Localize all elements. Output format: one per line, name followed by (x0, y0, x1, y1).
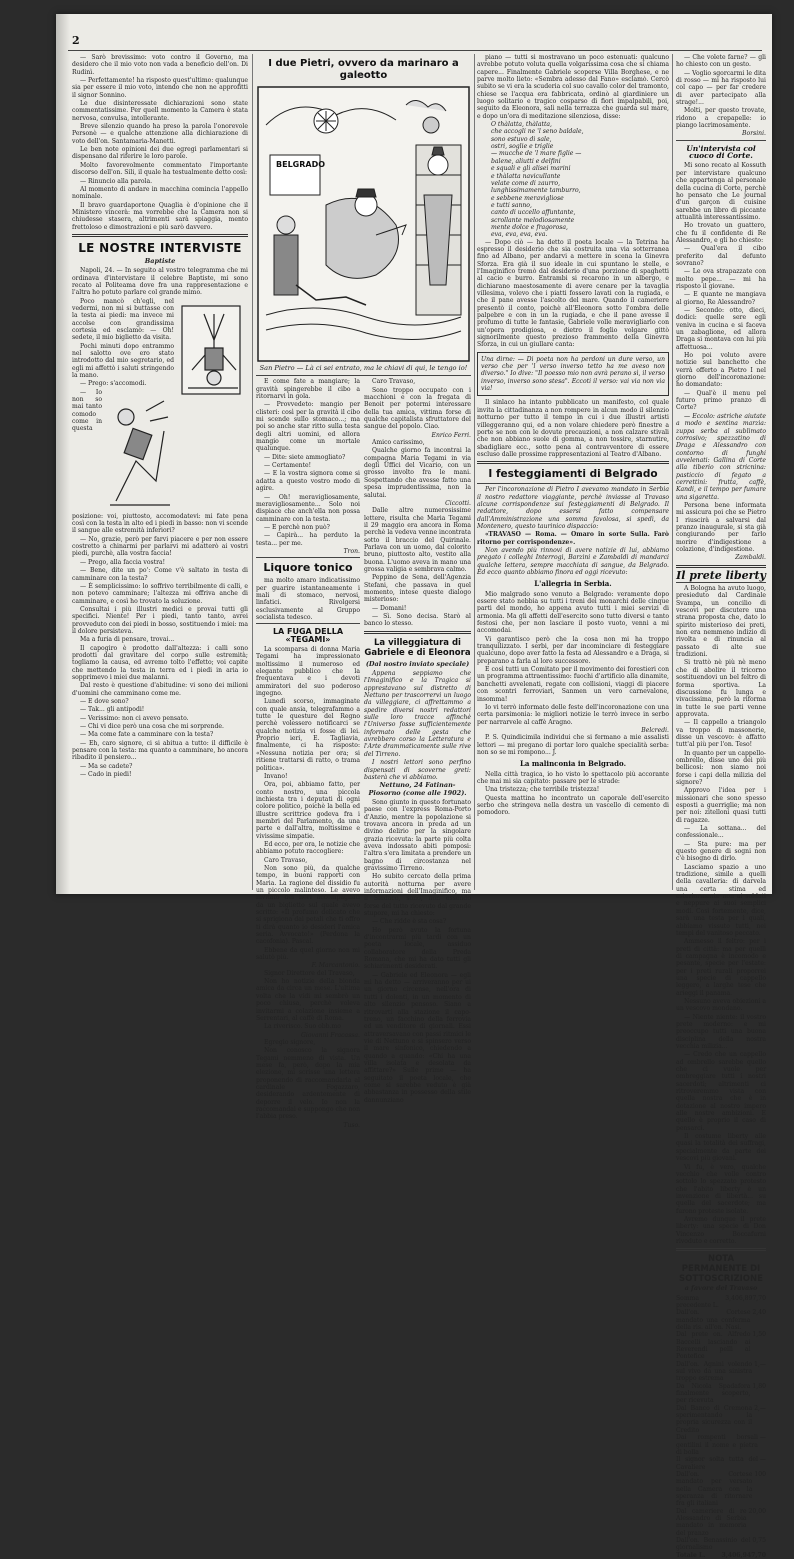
nota-item (676, 1456, 766, 1471)
nota-item (676, 1331, 766, 1360)
paragraph: Poco mancò ch'egli, nel vedermi, non mi si buttasse con la testa ai piedi: ma invece mi accolse con grandissima cortesia ed esclamò: — Oh! sedete, il mio biglietto da visita. (72, 297, 174, 342)
paragraph: Napoli, 24. — In seguito al vostro telegramma che mi ordinava d'intervistare il celebre Baptiste, mi sono recato al Politeama dove fra una rappresentazione e l'altra ho potuto parlare col grande mimo. (72, 267, 248, 297)
paragraph: — Verissimo: non ci avevo pensato. (80, 714, 189, 722)
paragraph: — Niente niente: il vostro prete moderno: e mi preoccupo tutti una buona disciplina della nostra vecchia milizia... (676, 1013, 766, 1050)
paragraph: — La sottana... del confessionale... (676, 825, 766, 840)
paragraph: Qualche giorno fa incontrai la compagna Maria Tegami in via degli Uffici del Vicario, con un grosso involto fra le mani. Sospettando che avesse fatto una spesa imprudentissima, non la salutai. (364, 447, 471, 499)
paragraph: — Cado in piedi! (80, 771, 132, 779)
paragraph: Vi fu, è vero, qualche vecchio che volle contro sottolo lo spezzato protesto che l'abito liberty è un invenzione di libertà... su quella del sacerdote; ma furono proteste isolate. (676, 1163, 766, 1215)
nota-item-amount: 1,50 (752, 1331, 766, 1339)
section-divider (256, 557, 360, 558)
paragraph: Appena seppiamo che l'Imaginifico e la Tragica si apprestavano sul distretto di Nettuno per trascorrervi un luogo da villeggiare, ci affrettammo a spedire diversi nostri redattori sulle loro tracce affinchè l'Universo fosse sufficientemente informato delle gesta che avrebbero corso la Letteratura e l'Arte drammaticamente sulle rive del Tirreno. (364, 670, 471, 758)
page-number: 2 (72, 34, 80, 47)
belgrado-heading: I festeggiamenti di Belgrado (488, 468, 658, 481)
paragraph: — Tak... gli antipodi! (80, 706, 145, 714)
nota-heading: NOTA PERMANENTE DI SOTTOSCRIZIONE (679, 1254, 763, 1285)
paragraph: Egregio signore, (264, 1038, 316, 1046)
nota-item-amount: 20,00 (748, 1507, 766, 1515)
subcolumn-left (256, 378, 360, 1129)
upside-down-man-illustration (178, 300, 248, 400)
paragraph: piano — tutti si mostravano un poco estenuati: qualcuno avrebbe potuto voluta quella volgarissima cosa che si chiama capere... Finalmente Gabriele scoperse Villa Borghese, e ne parve molto lieto: «Sembra adesso dal Fano» esclamò. Cercò subito se vi era la scuderia col suo cavallo color del tramonto, chiese se l'acqua era fabbricata, ordinò al giardiniere un luogo solitario e tragico cosparso di fiori impalpabili, poi, seguito da Eleonora, salì nella terrazza che guarda sul mare, e dopo un'ora di meditazione silenziosa, disse: (477, 54, 669, 120)
paragraph: Non avendo più rinnovi di avere notizie di lui, abbiamo pregato i colleghi Interrogi, Barzini e Zambaldi di mandarci qualche lettera, sempre macchiata di sangue, da Belgrado. Ed ecco quanto abbiamo finora ed oggi ricevuto: (477, 546, 669, 576)
paragraph: Ora, poi, abbiamo fatto, per conto nostro, una piccola inchiesta tra i deputati di ogni colore politico, poichè la bella ed illustre scrittrice godeva fra i membri del Parlamento, da una parte e dall'altra, moltissime e vivissime simpatie. (256, 781, 360, 840)
verse-line: mente dolce e fragorosa, (491, 223, 568, 231)
paragraph: — Eh, caro signore, ci si abitua a tutto: il difficile è pensare con la testa: ma quanto a camminare, ho ancora ribadito il pensiero... (72, 739, 248, 762)
signature: Tuso. (343, 1121, 360, 1129)
paragraph: I nostri lettori sono perfino dispensati di scoverne greti: basterà che vi abbiamo. (364, 759, 471, 781)
paragraph: Il sinlaco ha intanto pubblicato un manifesto, col quale invita la cittadinanza a non rompere in alcun modo il silenzio notturno per tutto il tempo in cui i due illustri artisti villeggeranno qui, ed a non volare chiedere però finestre a porte se non con le dovute precauzioni, a non calzare stivali che non abbiano suole di gomma, a non tossire, starnutire, sbadigliare ecc., sotto pena al contravventore di essere escluso dalle prossime rappresentazioni al Teatro d'Albano. (477, 399, 669, 458)
paragraph: Ebbene da quel giorno non mi salutò più. (256, 946, 360, 962)
nota-total (676, 1552, 766, 1559)
verse-line: e sebbene meravigliose (491, 194, 564, 202)
paragraph: Al momento di andare in macchina comincia l'appello nominale. (72, 185, 248, 201)
verse-line: sono estuvo di sale, (491, 135, 552, 143)
paragraph: — E dove sono? (80, 698, 129, 705)
paragraph: Si trattò nè più nè meno che di abolire il tricorno sostituendovi un bel feltro di forma sportiva. La discussione fu lunga e vivacissima, però la riforma in tutte le sue parti venne approvata. (676, 659, 766, 718)
nota-item-amount: 1,— (754, 1360, 766, 1368)
cartoon-sign: BELGRADO (276, 160, 326, 169)
paragraph: — Certamente! (264, 462, 312, 470)
paragraph: Breve silenzio quando ha preso la parola l'onorevole Personè — e qualche attenzione alla dichiarazione di voto dell'on. Santamaria-Manetti. (72, 123, 248, 145)
column-2 (256, 54, 471, 1129)
nota-item-label: Dall'on. Agnini volendo sul vivo da una sinistra troppo estrema (676, 1360, 753, 1383)
nota-item-amount: — (759, 1456, 766, 1464)
nota-total-label: Totale L. (676, 1551, 706, 1559)
prete-heading: Il prete liberty (676, 568, 766, 582)
paragraph: — Sta pure: ma per questo genere di sogni non c'è bisogno di dirlo. (676, 840, 766, 863)
paragraph: A Bologna ha avuto luogo, presieduto dal Cardinale Svampa, un concilio di vescovi per discutere una strana proposta che, dato lo spirito misterioso dei preti, non era nemmeno indizio di rivolta e di rinuncia al passato di alte sue tradizioni. (676, 585, 766, 659)
paragraph: — Ma se cadete? (80, 762, 133, 770)
paragraph: Caro Travaso, (372, 378, 416, 386)
paragraph: — Domani! (372, 604, 407, 612)
paragraph: Una tristezza; che terribile tristezza! (485, 786, 600, 794)
nota-item-amount: 0,75 (752, 1536, 766, 1544)
two-subcolumns (256, 378, 471, 1129)
paragraph: Dal resto è questione d'abitudine: vi sono dei milioni d'uomini che camminano come me. (72, 682, 248, 697)
nota-previous-amount: 3,406,897,70 (725, 1294, 766, 1302)
liquore-heading: Liquore tonico (263, 561, 353, 575)
paragraph: — Dite: siete ammogliato? (264, 453, 346, 461)
nota-item-label: Il signor solta tutta del Cavaliere (676, 1456, 758, 1471)
nota-item-label: Dall'on. Cortese mandato una conferma della ris. all'on. Nasi. (676, 1309, 751, 1331)
paragraph: Amico carissimo, (372, 439, 425, 447)
paragraph: Molti, per questo trovate, ridono a crepapelle: io piango lacrimosamente. (676, 107, 766, 130)
cartoon-caption: San Pietro — Là ci sei entrato, ma le chiavi di qui, le tengo io! (259, 364, 468, 372)
paragraph: Mi sono recato al Kossuth per intervistare qualcuno che appartenga al personale della cucina di Corte, perchè ho pensato che Le journal d'un garçon di cuisine sarebbe un libro di piccante attualità interessantissimo. (676, 162, 766, 221)
nota-item-amount: 2,— (754, 1404, 766, 1412)
signature: Belcredi. (641, 726, 669, 734)
paragraph: — Che volete farne? — gli ho chiesto con un gesto. (676, 54, 766, 69)
verse-line: scrollante melodiosamente (491, 216, 575, 224)
paragraph: Ho poi voluto avere notizie sul banchetto che verrà offerto a Pietro I nel giorno dell'incoronazione: ho domandato: (676, 352, 766, 389)
nota-item (676, 1471, 766, 1508)
paragraph: P. S. Quindicimila individui che si fermano a mie assalisti lettori — mi pregano di portar loro qualche specialità serba: non so se mi rompono... J. (477, 734, 669, 756)
verse-line: — mucche de 'l mare figlie — (491, 150, 582, 158)
column-3 (477, 54, 669, 892)
nota-item-label: Dai rompenti borsali gentilini il nome e pietra di bolla (676, 1434, 758, 1456)
paragraph: — Qual'è il menu pel futuro primo pranzo di Corte? (676, 389, 766, 412)
paragraph: Io vi terrò informato delle feste dell'incoronazione con una certa parsimonia: le migliori notizie le terrò invece in serbo per narrarvele al caffè Aragno. (477, 703, 669, 726)
nota-item-amount: 1,80 (752, 1382, 766, 1390)
verse-line: e thàlatta navicullante (491, 172, 561, 180)
paragraph: — Prego, alla faccia vostra! (80, 558, 166, 566)
paragraph: Vi garantisco però che la cosa non mi ha troppo tranquilizzato. I serbi, per dar incominciare di festeggiare qualcuno, dopo aver fatto la festa ad Alessandro e a Draga, si preparano a farla al loro successore. (477, 635, 669, 665)
paragraph: — Gabriele ed Eleonora — egli mi ha detto — arriveranno per ui un giorno circense, nell'ora di tutti i dolenti, in un momento di alto silenzio pensoso. Siano a ritrovarti alla stazione il capo-treno, un facchino della ferrovia ed un venditore di giornali. Essi attraversavano con passi ritmici le vie di Nettuno e si spinsero verso il mare sinfonico, chiedendo a quando a quando: «Chi ha una villa isolata e desolata da affittare?» Sulle prime — ha seguitato il poeta locale, che come si sarebbe veduto è già abbastanza in possesso della stile dannunziano (364, 971, 471, 1104)
nota-previous-label: Somma precedente L. (676, 1294, 719, 1309)
paragraph: — Chi vi dice però una cosa che mi sorprende. (80, 723, 224, 731)
cartoon-illustration (256, 85, 471, 363)
paragraph: Nessuno aveva obiezioni a un vescovo mondano. (676, 997, 766, 1013)
paragraph: Pochi minuti dopo entrammo nel salotto ove ero stato introdotto dal mio segretario, ed egli mi affettò i saluti stringendo la mano. (72, 342, 174, 380)
verse-line: eva, eva, eva, eva. (491, 231, 548, 239)
paragraph: Molto favorevolmente commentato l'importante discorso dell'on. Sili, il quale ha testualmente detto così: (72, 161, 248, 177)
paragraph: — Capirà... ha perduto la testa... per me. (256, 532, 360, 547)
column-4 (676, 54, 766, 1559)
paragraph: Le due disinteressate dichiarazioni sono state commentatissime. Per quell momento la Camera è stata nervosa, convulsa, intollerante. (72, 100, 248, 122)
paragraph: Caro Travaso, (264, 856, 308, 864)
fuga-heading: LA FUGA DELLA «TEGAMI» (272, 627, 344, 644)
paragraph: La riverisco. Suo obb.mo (264, 1023, 341, 1031)
verse-line: O thàlatta, thàlatta, (491, 121, 552, 129)
paragraph: — No, grazie, però per farvi piacere e per non essere costretto a chinarmi per parlarvi mi adatterò ai vostri piedi, purchè, alla vostra faccia! (72, 535, 248, 558)
section-divider (256, 623, 360, 624)
nota-item-amount: 2,40 (752, 1309, 766, 1317)
nota-item (676, 1434, 766, 1456)
verse-line: balene, aliutti e delfini (491, 157, 561, 165)
signature: Tron. (343, 547, 360, 555)
paragraph: Invano! (264, 772, 288, 780)
signature: Zambaldi. (735, 554, 766, 562)
verse-line: e tutti sanno, (491, 201, 532, 209)
paragraph: Peppino de Sena, dell'Agenzia Stefani, che passava in quel momento, intese queste dialogo misterioso: (364, 574, 471, 604)
nota-item-amount: 100 (754, 1470, 766, 1478)
paragraph: Approvo l'idea per i missionari che sono spesso esposti a guerriglie; ma non per noi: zitelloni quasi tutti di ragazze. (676, 787, 766, 824)
paragraph: Per l'incoronazione di Pietro I avevamo mandato in Serbia il nostro redattore viaggiante, perchè inviasse al Travaso alcune corrispondenze sui festeggiamenti di Belgrado. Il redattore, dopo essersi fatto compensare dall'Amministrazione una somma favolosa, si spedì, da Montenero, questo taurinico dispaccio: (477, 486, 669, 530)
nota-previous-sum (676, 1295, 766, 1310)
verse (477, 121, 669, 239)
paragraph: Ho subito cercato della prima autorità notturna per avere informazioni dell'Imaginifico, ma il Sindaco, sono, non essendo forse del tutto ricevuto dal grande stupore, mi ha chiesto: (364, 873, 471, 918)
verse-line: ostri, soglie e triglie (491, 143, 554, 151)
paragraph: — E quante ne mangiava al giorno, Re Alessandro? (676, 291, 766, 306)
paragraph: Sono giunto in questo fortunato paese con l'express Roma-Porto d'Anzio, mentre la popolazione si trovava ancora in preda ad un divino delirio per la singolare grazia ricevuta: la parte più colta aveva indossato abiti pomposi: l'altra s'era limitata a prendere un bagno di circostanza nel gravissimo Tirreno. (364, 798, 471, 872)
paragraph: — E perchè non può? (264, 523, 330, 531)
paragraph: ma molto amaro indicatissimo per guarire istantaneamente i mali di stomaco, nervosi, linfatici. Rivolgersi esclusivamente al Gruppo socialista tedesco. (256, 577, 360, 621)
malinconia-heading: La malinconia in Belgrado. (519, 759, 627, 769)
cartoon-title: I due Pietri, ovvero da marinaro a galeotto (268, 58, 459, 81)
nota-item (676, 1361, 766, 1383)
paragraph: — Oh! meravigliosamente, meravigliosamente... Solo noi dispiace che anch'ella non possa camminare con la testa. (256, 493, 360, 523)
signature: Ciccotti. (445, 499, 471, 507)
nota-item (676, 1405, 766, 1434)
paragraph: — Ma come fate a camminare con la testa? (80, 731, 214, 739)
paragraph: Lunedì scorso, immaginate con quale ansia, telegrafammo a tutte le questure del Regno perchè volessero notificarci se qualche notizia vi fosse di lei. Proprio ieri, E. Tagliavia, finalmente, ci ha risposto: «Nessuna notizia per ora; si ritiene trattarsi di ratto, o trama politica». (256, 698, 360, 772)
section-divider (676, 565, 766, 568)
paragraph: Sono troppo occupato con i macchioni e con la fregata di Benoit per potermi interessare della tua amica, vittima forse di qualche capitalista sfruttatore del sangue del popolo. Ciao. (364, 386, 471, 431)
nota-item (676, 1508, 766, 1537)
paragraph: Lasciamo spazio a uno tradizione, simile a quelli della cavalleria: di darvela una certa stima ed esteriormente non ai soldati e neppure ai suoi semplici modi. Così fortemente, dice, sarà una testa per i quali, abbiamo vissuto tutti, nei tempi del vanitoso peccato. (676, 863, 766, 937)
villeggiatura-heading: La villeggiatura di Gabriele e di Eleonora (364, 637, 471, 658)
paragraph: — Le ova strapazzate con molto pepe... — mi ha risposto il giovane. (676, 268, 766, 290)
signature: Borsini. (742, 130, 766, 138)
paragraph: — Credo che un cappello ad ombrello sarebbe quello che ci vuole per ombreggiare tutti i nostri sacerdoti; altrimenti ci ritroveremmo vista con quella nostra che è in dotazione al nostro impero alle nostre ambizioni. E quello è proprio il caso di pensarci. (676, 1051, 766, 1132)
paragraph: — Secondo: otto, dieci, dodici: quelle sere egli veniva in cucina e si faceva un zabaglione, ed allora Draga si montava con lui più affettuosa... (676, 307, 766, 351)
nota-item (676, 1537, 766, 1552)
section-divider (364, 631, 471, 634)
interviste-heading: LE NOSTRE INTERVISTE (78, 240, 242, 255)
verse-line: che accogli ne 'l seno baldale, (491, 128, 584, 136)
verse-line: canto di uccello affuntante, (491, 209, 576, 217)
paragraph: — Qual'era il cibo preferito dal defunto sovrano? (676, 245, 766, 267)
paragraph: — Il cappello a triangolo va troppo di massonerie, disse un vescovo: è affatto tutt'al più per l'on. Teso! (676, 719, 766, 749)
section-divider (477, 483, 669, 484)
verse-line: e squali e gli alisei marini (491, 165, 571, 173)
telegram: «TRAVASO — Roma. — Omaro in sorte Sulla. Farò ritorno per corrispondenze». (477, 531, 669, 546)
paragraph: Nella città tragica, io ho visto lo spettacolo più accorante che mai mi sia capitato: passare per le strade: (477, 770, 669, 785)
paragraph: E come fate a mangiare; la gravità spingerebbe il cibo a ritornarvi in gola. (256, 378, 360, 401)
nota-item-amount: — (759, 1434, 766, 1442)
signature: F. Marcantonio. (311, 962, 360, 970)
page-spine (56, 14, 70, 894)
verse-line: lunghissimamente tamburro, (491, 187, 581, 195)
nota-total-amount: 3,406,947,70 (721, 1551, 766, 1559)
column-rule (252, 54, 253, 890)
paragraph: Consultai i più illustri medici e provai tutti gli specifici. Niente! Per i piedi, tanto tanto, avrei provveduto con dei piedi in bosso, sostituendo i miei: ma il dolore persisteva. (72, 605, 248, 635)
paragraph: — Rinuncio alla parola. (80, 177, 153, 185)
nota-item-label: Dal prete on. Alfredo Baccelli lasciando ai Reverendi pelli al Pontefice (676, 1331, 751, 1361)
section-divider (477, 461, 669, 464)
section-divider (676, 1248, 766, 1251)
nota-item-label: Da Nicola Spadafora finalmente scoperto, per ricevuta (676, 1382, 751, 1405)
paragraph: Non conosco la signora Tegami nemmeno di vista. Un mese fa, però, dopo la mia elezione, mi scrisse una lettera proponendo di raccomandarla al cardinale Fogazzaro, desiderando ardentemente di deporre il velo. Io non la raccomandai e suppongo che non l'abbia preso. (256, 1047, 360, 1121)
paragraph: Non ho notizie della bionda amica da circa un mese. L'ultima volta che la vidi mi sembrò un poco chiusa, perchè voleva invitarmi a colazione insieme a Serrentari, al caffè di Roma. (256, 978, 360, 1022)
dateline: Nettuno, 24 Fatinan-Piosorno (come alle 1902). (368, 781, 467, 797)
nota-item-label: Dall'on. Cortese mandato per versato nella Camera con la speranza di ritornare fra gli italiani (676, 1470, 753, 1508)
paragraph: Avremo dunque il prete liberty: una specie di Don Vincenzo Boccafurni rivoduto e corretto. (676, 1215, 766, 1245)
paragraph: Ammesso il feltro: per i preti di città: ma per quelli di campagna è incomodo e pesante, specie per l'estate: per i preti rurali proporrei una specie di cappello leggero, a larghe tese che arieggi il panama. (676, 938, 766, 997)
paragraph: Ho però avuto la fortuna d'incontrarmi più tardi con un poeta locale, assiduo collaboratore della Preda Romana, che mi ha dato tutti gli schiarimenti desiderati. (364, 926, 471, 971)
section-divider (256, 375, 471, 376)
section-divider (72, 234, 248, 237)
verse-line: velate come di zaurro, (491, 179, 561, 187)
paragraph: — Io non so mai tanto comodo come in questa posizione: voi, piuttosto, accomodatevi: mi fate pena così con la testa in alto ed i piedi in basso: non vi scende il sangue alle estremità inferiori? (72, 388, 248, 535)
allegria-heading: L'allegria in Serbia. (534, 579, 612, 589)
paragraph: — Eccolo: astriche aiutate a modo e sentina marzia: zuppa serba al sublimato corrosivo; spezzatino di Draga e Alessandro con contorno di funghi avvelenati: Gallina di Corte alla tiberio con stricnina: pasticcio di fegato a cerrettini: frutta, caffè, Kandi, e il tempo per fumare una sigaretta. (676, 412, 766, 501)
newspaper-page (56, 14, 772, 1559)
paragraph: Persona bene informata mi assicura poi che se Pietro I riuscirà a salvarsi dal pranzo inaugurale, si sta già congiurando per farlo morire d'indigestione a colazione, d'indigestione. (676, 501, 766, 553)
paragraph: — Perfettamente! ha risposto quest'ultimo: qualunque sia per essere il mio voto, intendo che non ne approfitti il signor Sonnino. (72, 77, 248, 99)
nota-item-label: Dal Banco di Cremona sperimentando la propria sicurezza con il Credito (676, 1404, 753, 1434)
subcolumn-right (364, 378, 471, 1129)
paragraph: E così tutti un Comitato per il movimento dei forestieri con un programma attraentissimo: fuochi d'artificio alla dinamite, banchetti avvelenati, regate con collisioni, viaggi di piacere con scontri ferroviari, Sanmen un vero carnevalone, insomma! (477, 666, 669, 703)
paragraph: Mio malgrado sono venuto a Belgrado: veramente dopo essere stato nebbia su tutti i treni dei monarchi delle cinque parti del mondo, ho appena avuto tutti i miei servizi di armonia. Ma gli affetti dell'esercito sono tutto diversi e tanto festosi che, per non lasciare il posto vuoto, venni a mi accomodai. (477, 590, 669, 635)
paragraph: — Dopo ciò — ha detto il poeta locale — la Tetrina ha espresso il desiderio che sia costruita una via sotterranea fino ad Albano, per andarvi a mettere in scena la Ginevra Sforza. Era già il suo ideale in cui spuntano le stelle, e l'Imaginifico tremò dal desiderio d'una porzione di spaghetti al cacio e burro. Entrambi si recarono in un albergo, e dichiarano maestosamente di avere cenare per la tavaglia villesima, volevo che i piatti fossero lavati con la rugiada, e che il pane avesse l'ascolto del mare. Quando il cameriere presentò il conto, poichè all'Eleonora sotto l'ombra delle palpebre e con in un la rugiada, e che il pane avesse il profumo di tutte le fantasie, Gabriele volle meravigliarlo con un'opera prodigiosa, e dietro il foglio volgare gittò signorilmente questo prezioso frammento della Ginevra Sforza, in cui un giullare canta: (477, 238, 669, 349)
paragraph: Ho trovato un guattero, che fu il confidente di Re Alessandro, e gli ho chiesto: (676, 222, 766, 244)
column-1 (72, 54, 248, 892)
section-divider (676, 140, 766, 141)
paragraph: Ed ecco, per ora, le notizie che abbiamo potuto raccogliere: (256, 840, 360, 856)
paragraph: — E la vostra signora come si adatta a questo vostro modo di agire. (256, 470, 360, 493)
nota-item-label: Dall'on. Benassinio del giornalismo (676, 1536, 751, 1552)
paragraph: Questa mattina ho incontrato un caporale dell'esercito serbo che stringeva nella destra un vascello di cemento di pomodoro. (477, 794, 669, 817)
signature: Enrico Ferri. (431, 431, 471, 439)
paragraph: — Sarò brevissimo: voto contro il Governo, ma desidero che il mio voto non vada a beneficio dell'on. Di Rudinì. (72, 54, 248, 76)
nota-list (676, 1309, 766, 1551)
villeggiatura-subtitle: (Dal nostro inviato speciale) (365, 659, 470, 668)
cuoco-heading: Un'intervista col cuoco di Corte. (686, 143, 756, 161)
tumbling-man-illustration (106, 391, 174, 511)
paragraph: In quanto per un cappello-ombrello, disse uno dei più bellicosi: non siamo noi forse i capi della milizia del signore? (676, 749, 766, 786)
nota-item (676, 1383, 766, 1405)
paragraph: Signor Direttore del Travaso, (264, 969, 355, 977)
quoted-fragment-box: Una dirne: — Di poeta non ha perdoni un dure verso, un verso che per 'l verso inverso tetto ha me aveso non diverso." Io dive: "Il poesso mio non avrà perano sì, il verso inverso, inverso sono stesa". Eccoti il verso: vai via non via via! (477, 352, 669, 397)
interviste-subtitle: Baptiste (144, 256, 176, 265)
signature: Giovanni Fracassa. (301, 1031, 360, 1039)
paragraph: — È semplicissimo: lo soffrivo terribilmente di calli, e non potevo camminare; l'altezza mi offriva anche di camminare, e così ho trovato la soluzione. (72, 582, 248, 605)
paragraph: La scomparsa di donna Maria Tegami ha impressionato moltissimo il numeroso ed elegante pubblico che la frequentava e i devoti ammiratori del suo poderoso ingegno. (256, 646, 360, 698)
paragraph: — Prego: s'accomodi. (80, 380, 147, 388)
paragraph: Il capogiro è prodotto dall'altezza: i calli sono prodotti dal gravitare del corpo sulle estremità; togliamo la causa, ed avremo tolto l'effetto; voi capite che mettendo la testa in terra ed i piedi in aria io sopprimevo i miei due malanni. (72, 644, 248, 681)
nota-subtitle: a favore del Travaso (684, 1284, 758, 1293)
column-rule (672, 54, 673, 890)
paragraph: — Bene, dite un po': Come v'è saltato in testa di camminare con la testa? (72, 567, 248, 582)
paragraph: — Provvedeto: mangio per clisteri: così per la gravità il cibo mi scende sullo stomaco...; ma poi so anche star ritto sulla testa degli altri uomini, ed allora mangio come un mortale qualunque. (256, 401, 360, 453)
paragraph: Il bravo guardaportone Quaglia è d'opinione che il Ministero vincerà: ma vorrebbe che la Camera non si chiudesse stasera, altrimenti sarà spiaggia, mento frettoloso e dimostrazioni e più sarò davvero. (72, 201, 248, 231)
column-rule (474, 54, 475, 890)
paragraph: Le ben note opinioni dei due egregi parlamentari si dispensano dal riferire le loro parole. (72, 146, 248, 161)
paragraph: Non sono più, da qualche tempo, in buoni rapporti con Maria. La ragione del dissidio fu un piccolo malinteso. Le avevo invitato dei fiori accompagnati da un biglietto sul quale avevo scritto: «Il profumo delicato che si sprigiona dai petali che ti offro ti dirà quanto io desideri l'amica seria. Avvocato!» (Perdona la cacofonia). Pascal. (256, 864, 360, 946)
paragraph: Ma a furia di pensare, trovai... (80, 636, 175, 644)
paragraph: — Che ridde è sta cosa? (372, 918, 447, 926)
paragraph: Il costume liberty alle quasi la totalità dei suffragi, specialmente da parte dei vescovi più giovani. (676, 1133, 766, 1163)
paragraph: — Sì. Sono decisa. Starò al banco lo stesso. (364, 613, 471, 628)
paragraph: Dalle altre numerosissime lettere, risulta che Maria Tegami il 29 maggio era ancora in Roma perchè la vedeva venne incontrata sotto il braccio del Quirinale. Parlava con un uomo, dal colorito bruno, piuttosto alto, vestito alla buona. L'uomo aveva in mano una grossa valigia e sembrava calmo. (364, 507, 471, 573)
nota-item (676, 1309, 766, 1331)
nota-item-label: Dal cameriere di re Alessandro di Serbia mandato in memoria del pranzo (676, 1507, 747, 1537)
section-divider (676, 582, 766, 583)
header-rule (68, 50, 762, 51)
paragraph: — Voglio sgorcarmi le dita di rosso — mi ha risposto lui col capo — per far credere di aver partecipato alla strage!... (676, 69, 766, 107)
